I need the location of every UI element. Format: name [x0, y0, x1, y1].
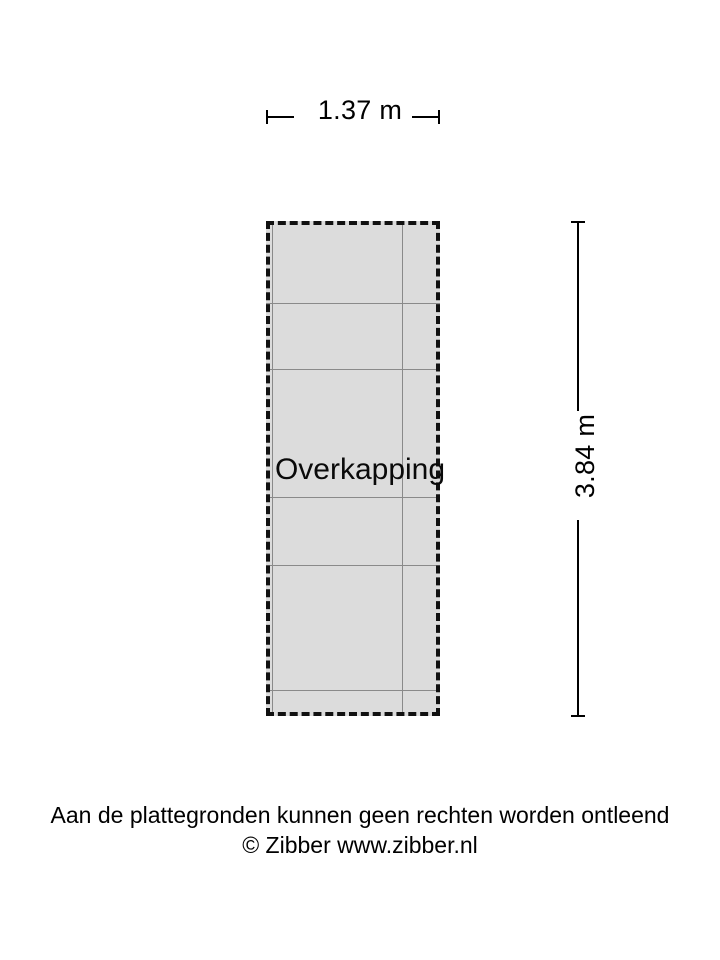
panel-line-horizontal: [266, 565, 440, 566]
panel-line-horizontal: [266, 690, 440, 691]
panel-line-horizontal: [266, 497, 440, 498]
height-dimension-tick-bottom: [571, 715, 585, 717]
panel-line-horizontal: [266, 303, 440, 304]
width-dimension: [0, 94, 720, 140]
room-label: Overkapping: [274, 453, 446, 486]
height-dimension-label: 3.84 m: [570, 413, 600, 499]
footer: [0, 800, 720, 860]
height-dimension: [545, 210, 635, 730]
footer-credit: © Zibber www.zibber.nl: [242, 832, 478, 858]
width-dimension-label: 1.37 m: [317, 95, 403, 125]
footer-disclaimer: Aan de plattegronden kunnen geen rechten worden ontleend: [50, 802, 670, 828]
width-dimension-line-right: [412, 116, 440, 118]
height-dimension-line-bottom: [577, 520, 579, 716]
width-dimension-tick-right: [438, 110, 440, 124]
panel-line-horizontal: [266, 369, 440, 370]
